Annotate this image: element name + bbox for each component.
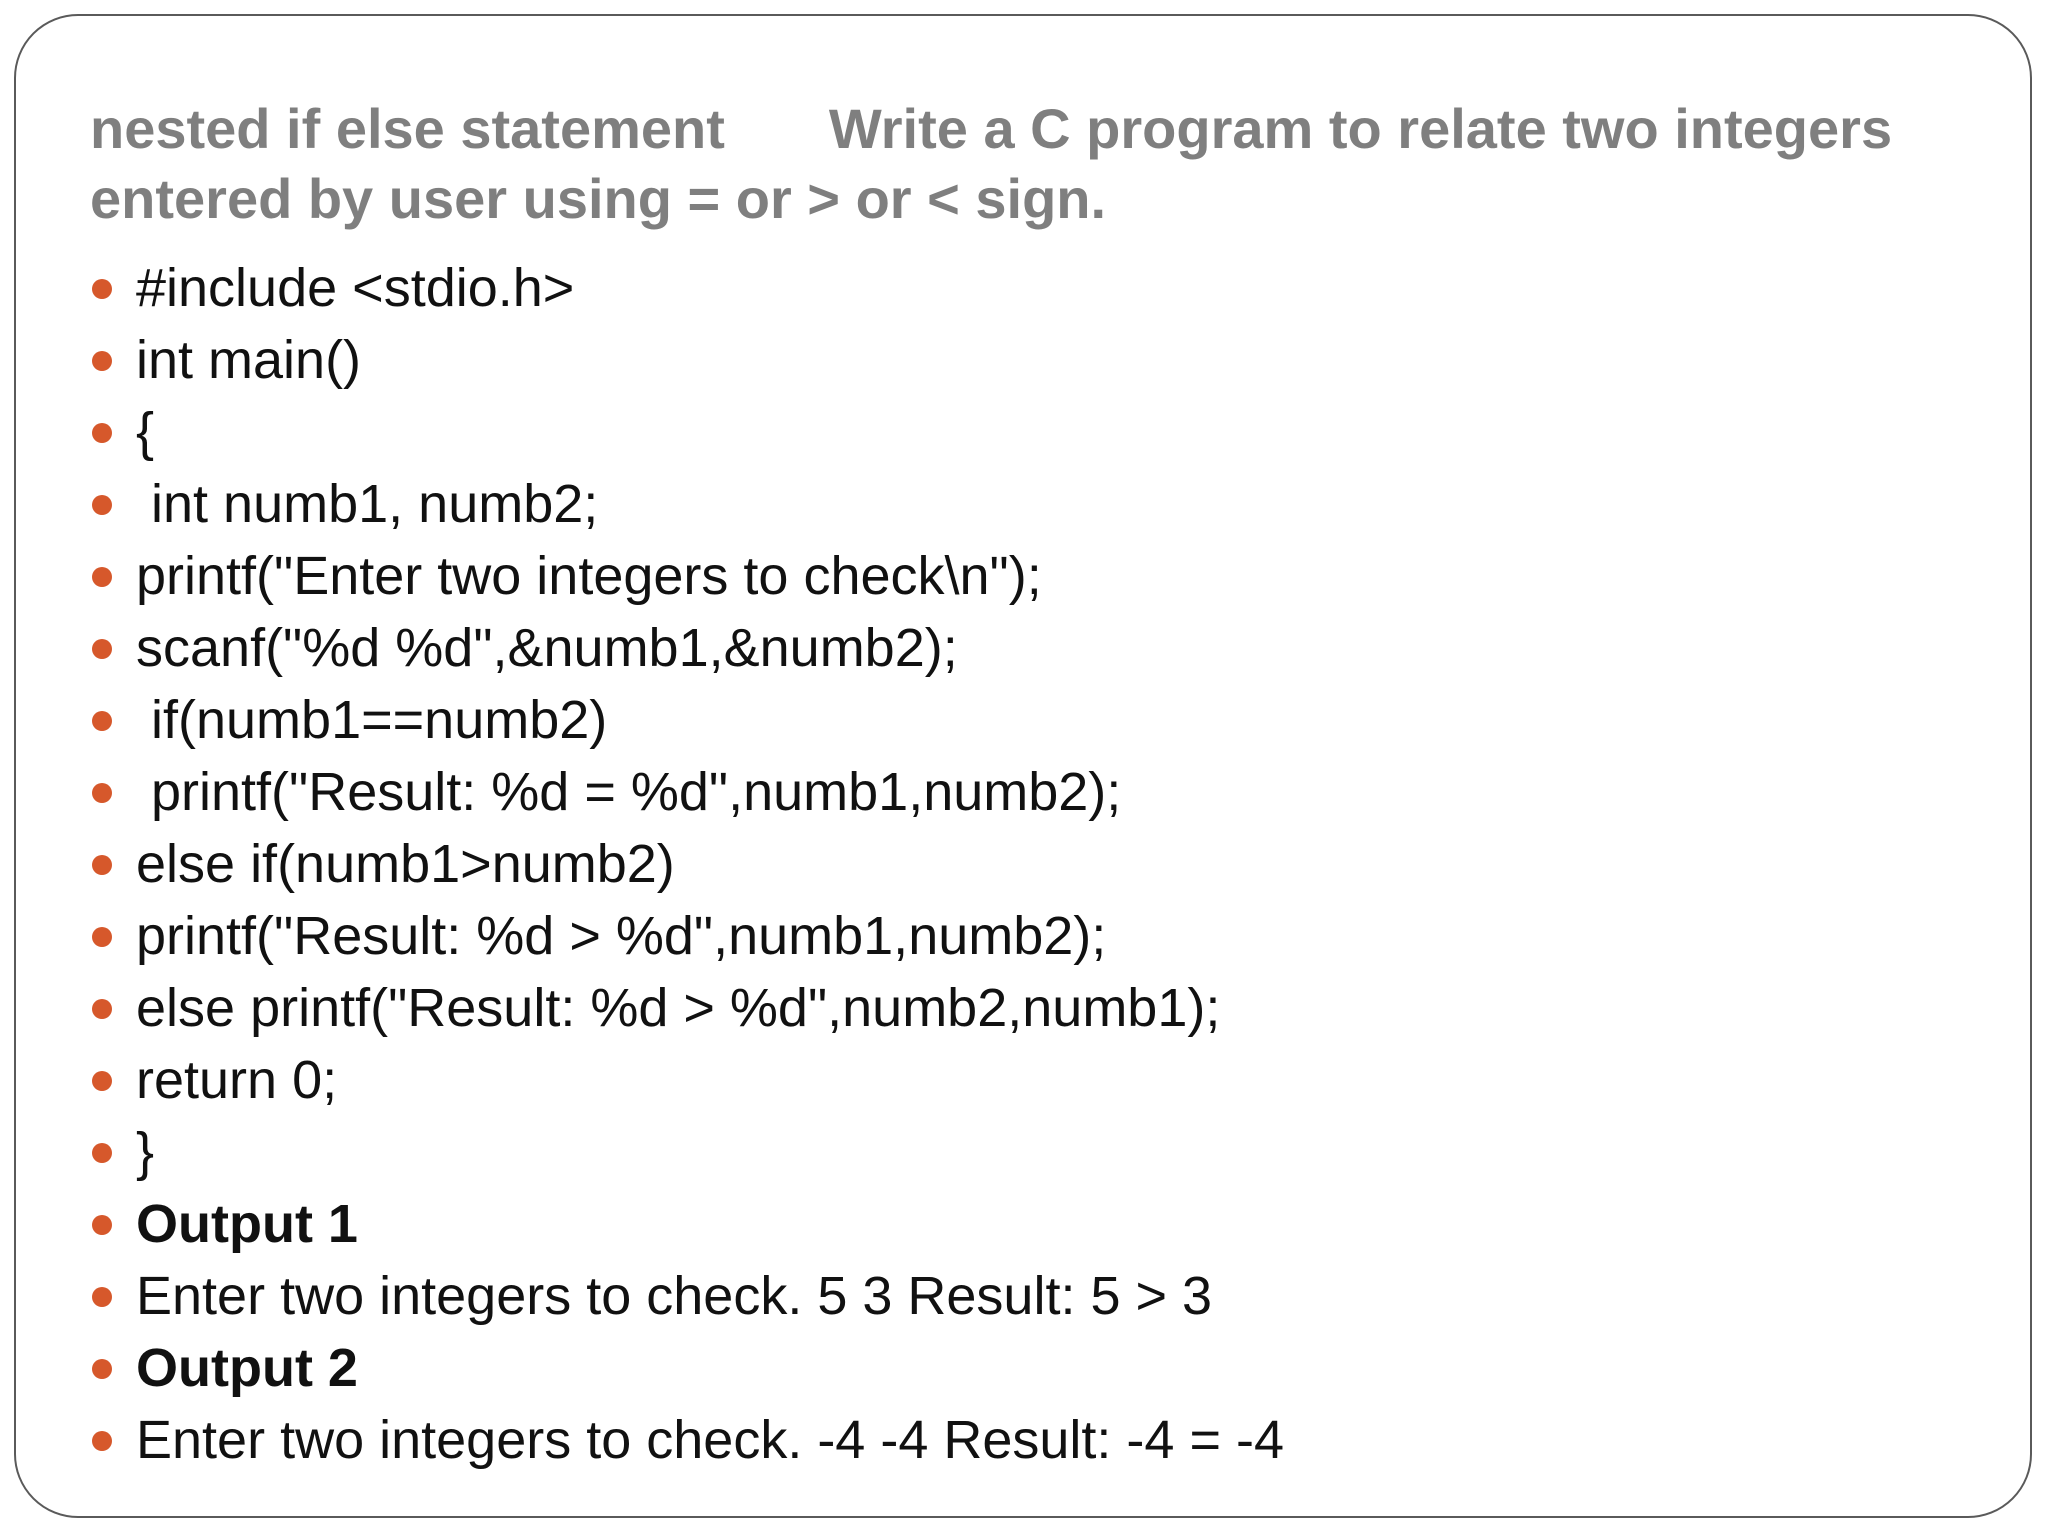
bullet-text: Enter two integers to check. -4 -4 Result: -4 = -4 xyxy=(136,1410,1285,1470)
bullet-text: int numb1, numb2; xyxy=(136,474,599,534)
code-line xyxy=(16,1404,1284,1476)
code-line xyxy=(16,972,1284,1044)
bullet-dot-icon xyxy=(92,567,112,587)
code-line xyxy=(16,1260,1284,1332)
bullet-text: printf("Enter two integers to check\n"); xyxy=(136,546,1042,606)
output-heading xyxy=(16,1332,1284,1404)
bullet-dot-icon xyxy=(92,927,112,947)
slide-title xyxy=(90,94,1970,234)
bullet-text: else if(numb1>numb2) xyxy=(136,834,675,894)
bullet-dot-icon xyxy=(92,1143,112,1163)
code-line xyxy=(16,900,1284,972)
bullet-text: } xyxy=(136,1122,155,1182)
code-line xyxy=(16,540,1284,612)
bullet-text: Enter two integers to check. 5 3 Result: 5 > 3 xyxy=(136,1266,1213,1326)
bullet-dot-icon xyxy=(92,1287,112,1307)
bullet-dot-icon xyxy=(92,495,112,515)
code-line xyxy=(16,252,1284,324)
bullet-dot-icon xyxy=(92,1359,112,1379)
bullet-dot-icon xyxy=(92,639,112,659)
bullet-dot-icon xyxy=(92,423,112,443)
bullet-dot-icon xyxy=(92,351,112,371)
code-bullet-list xyxy=(16,252,1284,1476)
bullet-text: { xyxy=(136,402,155,462)
bullet-dot-icon xyxy=(92,999,112,1019)
bullet-text: printf("Result: %d > %d",numb1,numb2); xyxy=(136,906,1107,966)
code-line xyxy=(16,324,1284,396)
code-line xyxy=(16,684,1284,756)
bullet-text: if(numb1==numb2) xyxy=(136,690,608,750)
code-line xyxy=(16,612,1284,684)
slide-title-task: Write a C program to relate two integers entered by user using = or > or < sign. xyxy=(90,97,1893,230)
code-line xyxy=(16,756,1284,828)
code-line xyxy=(16,468,1284,540)
bullet-dot-icon xyxy=(92,855,112,875)
bullet-text: int main() xyxy=(136,330,362,390)
bullet-dot-icon xyxy=(92,1071,112,1091)
bullet-text: printf("Result: %d = %d",numb1,numb2); xyxy=(136,762,1122,822)
bullet-dot-icon xyxy=(92,783,112,803)
code-line xyxy=(16,828,1284,900)
slide-title-topic: nested if else statement xyxy=(90,97,725,160)
bullet-text: Output 2 xyxy=(136,1338,358,1398)
slide-frame xyxy=(14,14,2032,1518)
bullet-text: Output 1 xyxy=(136,1194,358,1254)
code-line xyxy=(16,396,1284,468)
bullet-text: else printf("Result: %d > %d",numb2,numb1); xyxy=(136,978,1221,1038)
bullet-dot-icon xyxy=(92,1431,112,1451)
bullet-dot-icon xyxy=(92,711,112,731)
bullet-text: scanf("%d %d",&numb1,&numb2); xyxy=(136,618,958,678)
output-heading xyxy=(16,1188,1284,1260)
bullet-dot-icon xyxy=(92,1215,112,1235)
bullet-dot-icon xyxy=(92,279,112,299)
code-line xyxy=(16,1044,1284,1116)
bullet-text: return 0; xyxy=(136,1050,338,1110)
code-line xyxy=(16,1116,1284,1188)
bullet-text: #include <stdio.h> xyxy=(136,258,575,318)
